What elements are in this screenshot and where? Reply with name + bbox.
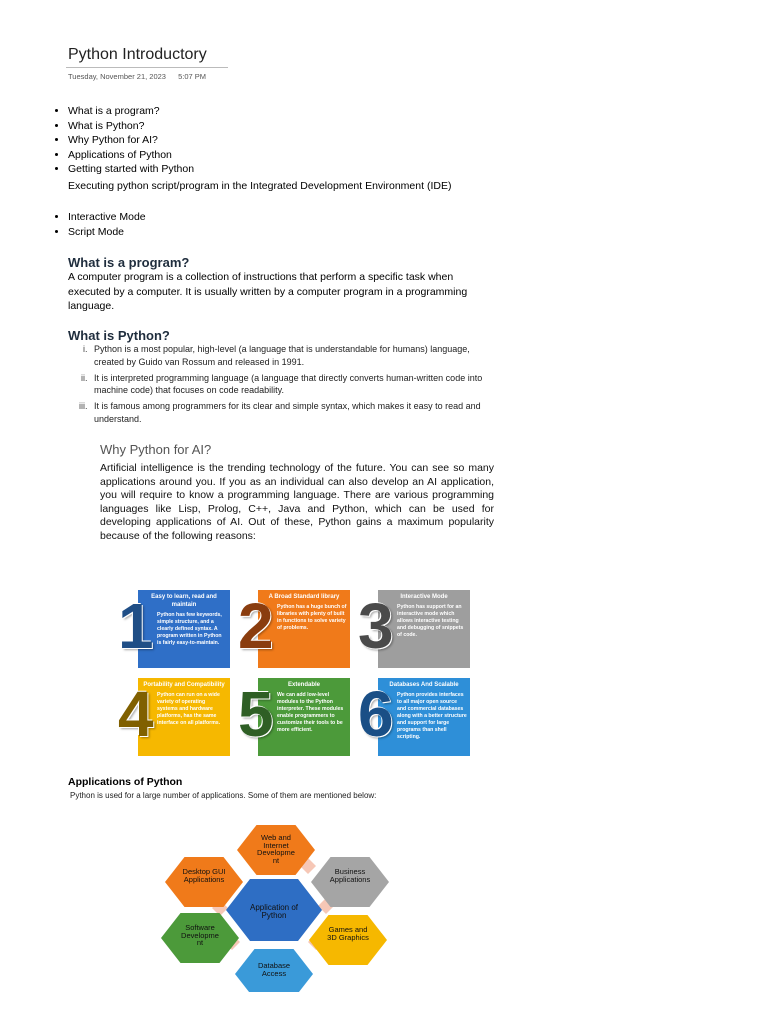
apps-subtext: Python is used for a large number of applications. Some of them are mentioned below: xyxy=(70,791,377,800)
python-fact: iii. It is famous among programmers for its clear and simple syntax, which makes it easy to read and understand. xyxy=(90,400,490,425)
applications-diagram xyxy=(160,822,390,992)
hex-label: Games and 3D Graphics xyxy=(327,925,369,942)
why-text: Artificial intelligence is the trending technology of the future. You can see so many applications around you. If you as an individual can also develop an AI application, you will require to know a programming language. There are various programming languages like Lisp, Prolog, C++, Java and Python, which can be used for developing applications of AI. Out of these, Python gains a maximum popularity because of the following reasons: xyxy=(100,462,494,542)
reason-number: 5 xyxy=(238,678,274,750)
program-text: A computer program is a collection of instructions that perform a specific task when executed by a computer. It is usually written by a computer program in a programming language. xyxy=(68,271,468,312)
hex-label: Database Access xyxy=(257,961,291,978)
hex-center-label: Application of Python xyxy=(249,903,299,920)
topic-item: • Why Python for AI? xyxy=(68,133,488,148)
topic-item: • Getting started with Python xyxy=(68,162,488,177)
hex-label: Web and Internet Developme nt xyxy=(257,833,295,865)
reason-title: Databases And Scalable xyxy=(389,682,459,688)
title-underline xyxy=(66,67,228,68)
modes-list xyxy=(52,210,146,239)
reason-body: We can add low-level modules to the Python interpreter. These modules enable programmers to customize their tools to be more efficient. xyxy=(277,692,344,733)
reason-number: 6 xyxy=(358,678,394,750)
reason-number: 4 xyxy=(118,678,154,750)
python-facts-list xyxy=(68,343,490,429)
reason-number: 2 xyxy=(238,590,274,662)
topic-item: • Applications of Python xyxy=(68,148,488,163)
reason-card xyxy=(358,676,474,756)
reason-card xyxy=(238,676,354,756)
reason-title: Interactive Mode xyxy=(400,594,448,600)
python-fact: i. Python is a most popular, high-level (a language that is understandable for humans) language, created by Guido van Rossum and released in 1991. xyxy=(90,343,490,368)
reason-number: 3 xyxy=(358,590,394,662)
python-fact: ii. It is interpreted programming language (a language that directly converts human-written code into machine code) that focuses on code readability. xyxy=(90,372,490,397)
reason-body: Python has support for an interactive mode which allows interactive testing and debugging of snippets of code. xyxy=(397,604,464,638)
reason-card xyxy=(118,588,234,668)
topic-item: • What is Python? xyxy=(68,119,488,134)
why-heading: Why Python for AI? xyxy=(100,442,212,457)
program-heading: What is a program? xyxy=(68,255,190,270)
reason-title: Portability and Compatibility xyxy=(143,682,225,688)
topic-item: • Script Mode xyxy=(68,225,146,240)
reason-body: Python provides interfaces to all major open source and commercial databases along with a better structure and support for large programs than shell scripting. xyxy=(397,692,467,740)
reason-title: Easy to learn, read and maintain xyxy=(151,594,217,608)
page-timestamp xyxy=(68,72,216,81)
reason-title: Extendable xyxy=(287,682,320,688)
topic-ide-text: Executing python script/program in the Integrated Development Environment (IDE) xyxy=(68,180,452,192)
reason-card xyxy=(118,676,234,756)
page-time: 5:07 PM xyxy=(178,72,207,81)
apps-heading: Applications of Python xyxy=(68,776,183,788)
reason-card xyxy=(358,588,474,668)
hex-label: Business Applications xyxy=(329,867,371,884)
hex-label: Software Developme nt xyxy=(181,923,219,947)
page-title: Python Introductory xyxy=(68,46,207,63)
reason-body: Python can run on a wide variety of operating systems and hardware platforms, has the same interface on all platforms. xyxy=(157,692,221,726)
topics-list xyxy=(52,104,488,177)
page-date: Tuesday, November 21, 2023 xyxy=(68,72,166,81)
topic-item: • What is a program? xyxy=(68,104,488,119)
reason-body: Python has few keywords, simple structure, and a clearly defined syntax. A program written in Python is fairly easy-to-maintain. xyxy=(157,612,222,646)
reasons-infographic xyxy=(118,588,474,758)
topic-item: • Interactive Mode xyxy=(68,210,146,225)
python-heading: What is Python? xyxy=(68,328,170,343)
hex-label: Desktop GUI Applications xyxy=(182,867,226,884)
reason-card xyxy=(238,588,354,668)
reason-title: A Broad Standard library xyxy=(268,594,340,600)
reason-body: Python has a huge bunch of libraries with plenty of built in functions to solve variety of problems. xyxy=(277,604,347,631)
reason-number: 1 xyxy=(118,590,154,662)
